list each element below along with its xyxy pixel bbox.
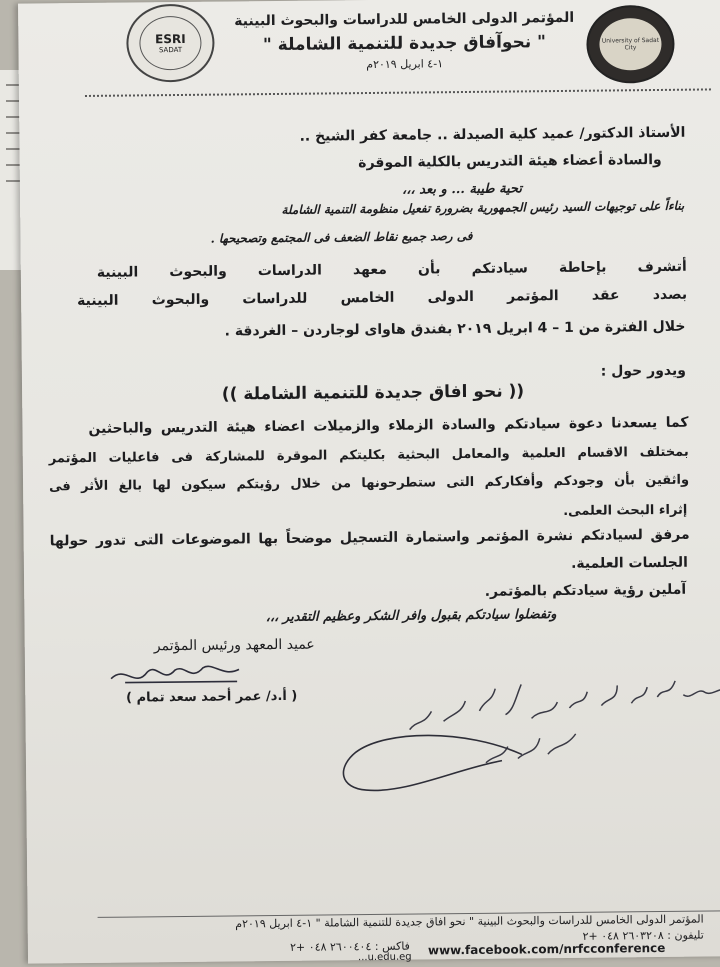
- recipient-line-2: والسادة أعضاء هيئة التدريس بالكلية الموقرة: [358, 151, 662, 172]
- body-line-2: بصدد عقد المؤتمر الدولى الخامس للدراسات والبحوث البينية: [77, 286, 688, 310]
- invitation-line-1: كما يسعدنا دعوة سيادتكم والسادة الزملاء والزميلات اعضاء هيئة التدريس والباحثين: [88, 414, 689, 437]
- university-logo: [586, 5, 675, 84]
- esri-logo-text: ESRI: [155, 31, 186, 47]
- intro-line-2: فى رصد جميع نقاط الضعف فى المجتمع وتصحيحها .: [210, 228, 473, 246]
- invitation-line-3: واثقين بأن وجودكم وأفكاركم التى ستطرحونها من خلال رؤيتكم سيكون لها بالغ الأثر فى: [49, 472, 690, 495]
- footer-phone: تليفون : ٢٦٠٣٢٠٨ ٠٤٨ +٢: [582, 928, 704, 943]
- body-line-3: خلال الفترة من 1 – 4 ابريل ٢٠١٩ بفندق هاواى لوجاردن – الغردقة .: [224, 318, 686, 340]
- invitation-line-4: إثراء البحث العلمى.: [563, 502, 688, 519]
- dean-signature: [105, 657, 255, 693]
- intro-line-1: بناءاً على توجيهات السيد رئيس الجمهورية بضرورة تفعيل منظومة التنمية الشاملة: [281, 198, 685, 217]
- conference-dates: ١-٤ ابريل ٢٠١٩م: [366, 57, 444, 72]
- closing-line: وتفضلوا سيادتكم بقبول وافر الشكر وعظيم التقدير ،،،: [265, 607, 557, 626]
- invitation-line-2: بمختلف الاقسام العلمية والمعامل البحثية بكليتكم الموقرة للمشاركة فى فاعليات المؤتمر: [48, 444, 689, 467]
- footer-website: www.facebook.com/nrfcconference: [427, 940, 666, 958]
- attachment-line-2: الجلسات العلمية.: [570, 554, 688, 572]
- greeting: تحية طيبة ... و بعد ،،،: [402, 181, 523, 198]
- footer-email: ...u.edu.eg: [357, 951, 412, 964]
- university-logo-text: University of Sadat City: [599, 18, 662, 71]
- header-divider: [85, 88, 711, 97]
- footer-conference-line: المؤتمر الدولى الخامس للدراسات والبحوث البينية " نحو افاق جديدة للتنمية الشاملة " ١-٤ ابريل ٢٠١٩م: [235, 912, 704, 931]
- recipient-line-1: الأستاذ الدكتور/ عميد كلية الصيدلة .. جامعة كفر الشيخ ..: [299, 124, 686, 145]
- letter-page: [18, 0, 720, 964]
- conference-title: المؤتمر الدولى الخامس للدراسات والبحوث البينية: [234, 9, 575, 30]
- conference-theme: " نحوآفاق جديدة للتنمية الشاملة ": [262, 32, 547, 56]
- esri-logo-subtext: SADAT: [158, 45, 183, 55]
- hope-line: آملين رؤية سيادتكم بالمؤتمر.: [484, 581, 687, 600]
- footer-fax: فاكس : ٢٦٠٠٤٠٤ ٠٤٨ +٢: [290, 939, 410, 954]
- signatory-name: ( أ.د/ عمر أحمد سعد تمام ): [125, 688, 298, 706]
- body-line-1: أتشرف بإحاطة سيادتكم بأن معهد الدراسات والبحوث البينية: [96, 258, 687, 281]
- signatory-title: عميد المعهد ورئيس المؤتمر: [153, 636, 315, 655]
- topic-label: ويدور حول :: [600, 362, 686, 380]
- esri-logo: [126, 4, 215, 83]
- attachment-line-1: مرفق لسيادتكم نشرة المؤتمر واستمارة التسجيل موضحاً بها الموضوعات التى تدور حولها: [49, 526, 690, 550]
- conference-topic: (( نحو افاق جديدة للتنمية الشاملة )): [221, 381, 525, 405]
- handwritten-annotation: [325, 656, 720, 800]
